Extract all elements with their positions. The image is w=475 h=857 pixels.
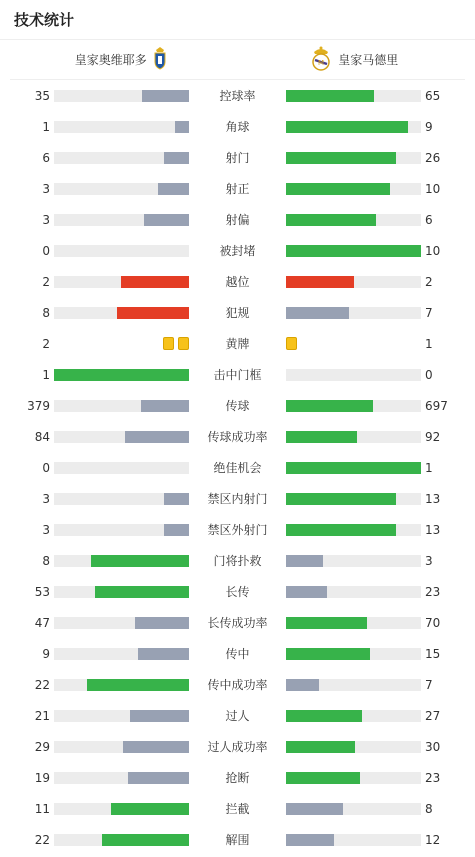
away-value: 65 <box>425 89 441 103</box>
away-bar <box>286 431 357 443</box>
away-bar <box>286 121 408 133</box>
home-value: 6 <box>42 151 50 165</box>
home-bar <box>144 214 189 226</box>
away-bar <box>286 617 367 629</box>
home-bar-track <box>54 710 189 722</box>
away-value: 9 <box>425 120 433 134</box>
away-bar <box>286 710 362 722</box>
away-bar <box>286 648 370 660</box>
away-value: 3 <box>425 554 433 568</box>
home-bar <box>175 121 189 133</box>
away-bar-track <box>286 307 421 319</box>
real-madrid-crest-icon <box>310 45 332 74</box>
away-bar <box>286 803 343 815</box>
away-bar-track <box>286 369 421 381</box>
away-bar-track <box>286 90 421 102</box>
home-value: 19 <box>34 771 50 785</box>
home-value: 0 <box>42 244 50 258</box>
home-value: 9 <box>42 647 50 661</box>
away-value: 697 <box>425 399 448 413</box>
stat-row <box>0 329 475 360</box>
away-bar-track <box>286 741 421 753</box>
home-bar <box>164 524 189 536</box>
stat-label: 绝佳机会 <box>213 461 262 475</box>
away-bar-track <box>286 276 421 288</box>
away-value: 15 <box>425 647 441 661</box>
home-bar-track <box>54 555 189 567</box>
stat-row <box>0 422 475 453</box>
stat-row <box>0 174 475 205</box>
away-bar <box>286 307 349 319</box>
home-value: 11 <box>34 802 50 816</box>
home-bar <box>158 183 189 195</box>
stat-row <box>0 205 475 236</box>
stat-row <box>0 732 475 763</box>
home-value: 47 <box>34 616 50 630</box>
away-bar-track <box>286 462 421 474</box>
away-bar <box>286 679 319 691</box>
away-bar <box>286 462 421 474</box>
away-value: 70 <box>425 616 441 630</box>
away-bar <box>286 493 396 505</box>
stat-row <box>0 608 475 639</box>
home-bar <box>123 741 189 753</box>
home-value: 379 <box>27 399 50 413</box>
away-bar-track <box>286 648 421 660</box>
home-bar <box>95 586 189 598</box>
home-bar <box>164 493 189 505</box>
home-bar <box>121 276 189 288</box>
away-value: 12 <box>425 833 441 847</box>
stat-label: 门将扑救 <box>213 554 262 568</box>
away-yellow-cards <box>286 337 297 350</box>
home-bar-track <box>54 617 189 629</box>
home-bar <box>102 834 189 846</box>
away-bar-track <box>286 617 421 629</box>
stat-label: 被封堵 <box>219 244 256 258</box>
stat-row <box>0 794 475 825</box>
away-bar-track <box>286 834 421 846</box>
away-value: 1 <box>425 337 433 351</box>
away-bar-track <box>286 803 421 815</box>
away-value: 30 <box>425 740 441 754</box>
away-value: 26 <box>425 151 441 165</box>
away-value: 2 <box>425 275 433 289</box>
home-value: 3 <box>42 523 50 537</box>
stat-label: 犯规 <box>225 306 250 320</box>
home-bar <box>111 803 189 815</box>
away-value: 6 <box>425 213 433 227</box>
home-value: 3 <box>42 492 50 506</box>
page-header <box>0 0 475 40</box>
home-bar-track <box>54 803 189 815</box>
stat-label: 禁区外射门 <box>207 523 268 537</box>
stat-row <box>0 763 475 794</box>
stat-row <box>0 546 475 577</box>
away-bar-track <box>286 586 421 598</box>
home-bar-track <box>54 648 189 660</box>
home-value: 21 <box>34 709 50 723</box>
away-bar-track <box>286 555 421 567</box>
stat-label: 过人成功率 <box>207 740 268 754</box>
away-bar-track <box>286 183 421 195</box>
home-bar-track <box>54 307 189 319</box>
stat-label: 黄牌 <box>225 337 250 351</box>
home-bar-track <box>54 152 189 164</box>
away-value: 7 <box>425 678 433 692</box>
away-value: 1 <box>425 461 433 475</box>
away-bar <box>286 586 327 598</box>
away-bar <box>286 90 374 102</box>
stat-label: 传球 <box>225 399 250 413</box>
home-bar <box>164 152 189 164</box>
away-value: 13 <box>425 492 441 506</box>
home-value: 1 <box>42 368 50 382</box>
real-oviedo-crest-icon <box>153 46 167 73</box>
stat-label: 长传 <box>225 585 250 599</box>
away-value: 23 <box>425 585 441 599</box>
home-bar <box>117 307 189 319</box>
home-bar-track <box>54 493 189 505</box>
away-value: 27 <box>425 709 441 723</box>
away-bar-track <box>286 152 421 164</box>
home-bar-track <box>54 369 189 381</box>
home-value: 29 <box>34 740 50 754</box>
stat-label: 角球 <box>225 120 250 134</box>
home-value: 8 <box>42 554 50 568</box>
home-team-name: 皇家奥维耶多 <box>74 53 147 67</box>
stat-label: 过人 <box>225 709 250 723</box>
home-bar <box>91 555 189 567</box>
away-value: 0 <box>425 368 433 382</box>
stat-label: 射门 <box>225 151 250 165</box>
home-bar <box>125 431 189 443</box>
away-bar-track <box>286 400 421 412</box>
away-bar <box>286 555 323 567</box>
away-bar-track <box>286 710 421 722</box>
home-bar-track <box>54 400 189 412</box>
away-bar <box>286 214 376 226</box>
stat-label: 击中门框 <box>213 368 262 382</box>
stats-list <box>0 81 475 856</box>
home-bar-track <box>54 834 189 846</box>
stat-row <box>0 825 475 856</box>
stat-label: 越位 <box>225 275 250 289</box>
home-bar <box>142 90 189 102</box>
away-bar <box>286 400 373 412</box>
stat-row <box>0 453 475 484</box>
home-bar-track <box>54 245 189 257</box>
away-value: 13 <box>425 523 441 537</box>
stat-label: 射偏 <box>225 213 250 227</box>
away-value: 10 <box>425 244 441 258</box>
away-bar-track <box>286 679 421 691</box>
home-value: 2 <box>42 275 50 289</box>
stat-label: 拦截 <box>225 802 250 816</box>
stat-row <box>0 143 475 174</box>
stat-label: 长传成功率 <box>207 616 268 630</box>
home-value: 84 <box>34 430 50 444</box>
away-bar-track <box>286 121 421 133</box>
yellow-card-icon <box>178 337 189 350</box>
stat-row <box>0 577 475 608</box>
stat-row <box>0 267 475 298</box>
yellow-card-icon <box>286 337 297 350</box>
stat-label: 控球率 <box>219 89 256 103</box>
away-value: 7 <box>425 306 433 320</box>
away-bar <box>286 741 355 753</box>
away-value: 92 <box>425 430 441 444</box>
away-bar-track <box>286 493 421 505</box>
stat-row <box>0 391 475 422</box>
away-bar <box>286 276 354 288</box>
away-value: 10 <box>425 182 441 196</box>
stat-row <box>0 112 475 143</box>
home-bar-track <box>54 431 189 443</box>
home-value: 3 <box>42 182 50 196</box>
home-bar-track <box>54 121 189 133</box>
home-bar-track <box>54 741 189 753</box>
yellow-card-icon <box>163 337 174 350</box>
home-bar <box>87 679 189 691</box>
away-team[interactable] <box>238 45 466 74</box>
away-value: 23 <box>425 771 441 785</box>
stat-label: 传中成功率 <box>207 678 268 692</box>
stat-row <box>0 81 475 112</box>
away-bar <box>286 524 396 536</box>
away-bar <box>286 183 390 195</box>
stat-label: 禁区内射门 <box>207 492 268 506</box>
home-bar-track <box>54 183 189 195</box>
away-bar-track <box>286 524 421 536</box>
stat-label: 传球成功率 <box>207 430 268 444</box>
home-bar <box>130 710 189 722</box>
home-value: 35 <box>34 89 50 103</box>
home-value: 1 <box>42 120 50 134</box>
away-value: 8 <box>425 802 433 816</box>
home-bar-track <box>54 586 189 598</box>
stat-label: 解围 <box>225 833 250 847</box>
home-value: 8 <box>42 306 50 320</box>
away-bar <box>286 152 396 164</box>
home-team[interactable] <box>10 46 238 73</box>
stat-row <box>0 236 475 267</box>
home-bar-track <box>54 214 189 226</box>
home-value: 22 <box>34 833 50 847</box>
home-value: 0 <box>42 461 50 475</box>
stat-label: 射正 <box>225 182 250 196</box>
home-value: 53 <box>34 585 50 599</box>
stat-label: 传中 <box>225 647 250 661</box>
home-value: 2 <box>42 337 50 351</box>
home-bar-track <box>54 524 189 536</box>
away-bar-track <box>286 245 421 257</box>
home-bar <box>128 772 189 784</box>
stat-row <box>0 670 475 701</box>
stat-row <box>0 515 475 546</box>
home-bar <box>135 617 189 629</box>
home-value: 3 <box>42 213 50 227</box>
home-bar-track <box>54 276 189 288</box>
home-yellow-cards <box>163 337 189 350</box>
home-bar-track <box>54 772 189 784</box>
away-team-name: 皇家马德里 <box>338 53 399 67</box>
home-bar <box>54 369 189 381</box>
away-bar <box>286 834 334 846</box>
home-bar <box>138 648 189 660</box>
stat-row <box>0 639 475 670</box>
teams-bar <box>10 40 465 80</box>
stat-label: 抢断 <box>225 771 250 785</box>
stat-row <box>0 701 475 732</box>
page-title: 技术统计 <box>14 11 75 29</box>
away-bar-track <box>286 214 421 226</box>
away-bar-track <box>286 431 421 443</box>
stat-row <box>0 484 475 515</box>
svg-text:M: M <box>318 59 325 67</box>
away-bar <box>286 772 360 784</box>
home-bar-track <box>54 679 189 691</box>
home-bar-track <box>54 462 189 474</box>
stat-row <box>0 360 475 391</box>
away-bar-track <box>286 772 421 784</box>
home-value: 22 <box>34 678 50 692</box>
home-bar-track <box>54 90 189 102</box>
home-bar <box>141 400 189 412</box>
stat-row <box>0 298 475 329</box>
away-bar <box>286 245 421 257</box>
